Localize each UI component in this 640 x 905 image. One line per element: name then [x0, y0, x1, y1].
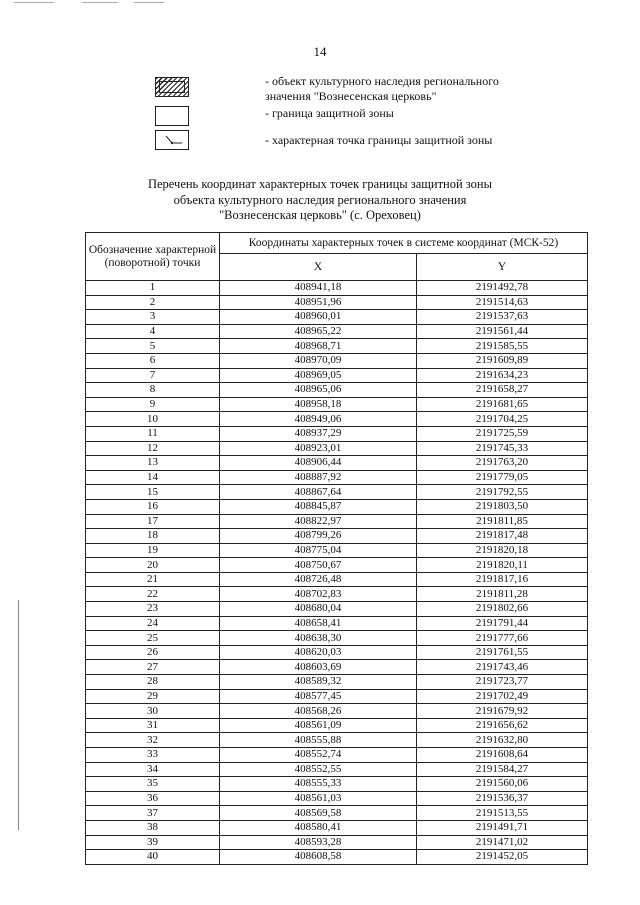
- point-number-cell: 36: [86, 791, 220, 806]
- x-coordinate-cell: 408867,64: [220, 485, 417, 500]
- x-coordinate-cell: 408555,88: [220, 733, 417, 748]
- point-number-cell: 10: [86, 412, 220, 427]
- point-number-cell: 38: [86, 820, 220, 835]
- point-number-cell: 21: [86, 572, 220, 587]
- x-coordinate-cell: 408965,06: [220, 383, 417, 398]
- table-row: [86, 660, 588, 675]
- table-row: [86, 514, 588, 529]
- empty-rectangle-icon: [155, 106, 189, 126]
- x-coordinate-cell: 408555,33: [220, 777, 417, 792]
- table-row: [86, 718, 588, 733]
- table-row: [86, 572, 588, 587]
- y-coordinate-cell: 2191681,65: [417, 397, 588, 412]
- x-coordinate-cell: 408951,96: [220, 295, 417, 310]
- y-coordinate-cell: 2191792,55: [417, 485, 588, 500]
- header-x: X: [220, 254, 417, 281]
- point-number-cell: 34: [86, 762, 220, 777]
- x-coordinate-cell: 408969,05: [220, 368, 417, 383]
- y-coordinate-cell: 2191560,06: [417, 777, 588, 792]
- point-number-cell: 18: [86, 529, 220, 544]
- legend-text-line: - объект культурного наследия регионального: [265, 74, 499, 88]
- table-row: [86, 295, 588, 310]
- table-row: [86, 587, 588, 602]
- x-coordinate-cell: 408680,04: [220, 602, 417, 617]
- point-number-cell: 1: [86, 281, 220, 296]
- x-coordinate-cell: 408603,69: [220, 660, 417, 675]
- y-coordinate-cell: 2191745,33: [417, 441, 588, 456]
- y-coordinate-cell: 2191491,71: [417, 820, 588, 835]
- table-row: [86, 383, 588, 398]
- x-coordinate-cell: 408589,32: [220, 675, 417, 690]
- x-coordinate-cell: 408965,22: [220, 324, 417, 339]
- x-coordinate-cell: 408906,44: [220, 456, 417, 471]
- point-number-cell: 20: [86, 558, 220, 573]
- table-row: [86, 368, 588, 383]
- table-row: [86, 558, 588, 573]
- hatched-rectangle-icon: [155, 77, 189, 97]
- point-number-cell: 19: [86, 543, 220, 558]
- y-coordinate-cell: 2191658,27: [417, 383, 588, 398]
- x-coordinate-cell: 408887,92: [220, 470, 417, 485]
- point-number-cell: 32: [86, 733, 220, 748]
- y-coordinate-cell: 2191802,66: [417, 602, 588, 617]
- point-number-cell: 26: [86, 645, 220, 660]
- x-coordinate-cell: 408968,71: [220, 339, 417, 354]
- scan-artifact-marks: [14, 2, 214, 5]
- y-coordinate-cell: 2191537,63: [417, 310, 588, 325]
- table-row: [86, 281, 588, 296]
- table-row: [86, 324, 588, 339]
- coordinates-table: [85, 232, 588, 865]
- point-number-cell: 15: [86, 485, 220, 500]
- table-row: [86, 441, 588, 456]
- table-row: [86, 645, 588, 660]
- x-coordinate-cell: 408577,45: [220, 689, 417, 704]
- legend-item-boundary: [155, 104, 575, 128]
- table-body: [86, 281, 588, 865]
- y-coordinate-cell: 2191704,25: [417, 412, 588, 427]
- y-coordinate-cell: 2191452,05: [417, 850, 588, 865]
- x-coordinate-cell: 408822,97: [220, 514, 417, 529]
- point-number-cell: 3: [86, 310, 220, 325]
- point-number-cell: 25: [86, 631, 220, 646]
- table-row: [86, 733, 588, 748]
- y-coordinate-cell: 2191514,63: [417, 295, 588, 310]
- point-number-cell: 39: [86, 835, 220, 850]
- title-line: Перечень координат характерных точек границы защитной зоны: [147, 177, 493, 191]
- boundary-point-icon: [155, 130, 189, 150]
- x-coordinate-cell: 408958,18: [220, 397, 417, 412]
- point-number-cell: 7: [86, 368, 220, 383]
- point-number-cell: 11: [86, 426, 220, 441]
- x-coordinate-cell: 408937,29: [220, 426, 417, 441]
- x-coordinate-cell: 408561,03: [220, 791, 417, 806]
- legend-text-line: - характерная точка границы защитной зоны: [265, 133, 493, 147]
- scan-edge-line: [18, 600, 19, 830]
- point-number-cell: 40: [86, 850, 220, 865]
- x-coordinate-cell: 408949,06: [220, 412, 417, 427]
- title-line: "Вознесенская церковь" (с. Ореховец): [219, 208, 421, 222]
- y-coordinate-cell: 2191492,78: [417, 281, 588, 296]
- point-number-cell: 5: [86, 339, 220, 354]
- point-number-cell: 4: [86, 324, 220, 339]
- point-number-cell: 13: [86, 456, 220, 471]
- x-coordinate-cell: 408750,67: [220, 558, 417, 573]
- x-coordinate-cell: 408799,26: [220, 529, 417, 544]
- title-line: объекта культурного наследия регионального значения: [173, 192, 467, 207]
- y-coordinate-cell: 2191820,11: [417, 558, 588, 573]
- point-number-cell: 23: [86, 602, 220, 617]
- x-coordinate-cell: 408702,83: [220, 587, 417, 602]
- y-coordinate-cell: 2191725,59: [417, 426, 588, 441]
- table-row: [86, 616, 588, 631]
- x-coordinate-cell: 408960,01: [220, 310, 417, 325]
- y-coordinate-cell: 2191817,48: [417, 529, 588, 544]
- point-number-cell: 16: [86, 499, 220, 514]
- x-coordinate-cell: 408620,03: [220, 645, 417, 660]
- point-number-cell: 8: [86, 383, 220, 398]
- legend-text-line: - граница защитной зоны: [265, 106, 394, 120]
- y-coordinate-cell: 2191763,20: [417, 456, 588, 471]
- point-number-cell: 28: [86, 675, 220, 690]
- point-number-cell: 22: [86, 587, 220, 602]
- x-coordinate-cell: 408608,58: [220, 850, 417, 865]
- point-number-cell: 37: [86, 806, 220, 821]
- table-row: [86, 456, 588, 471]
- table-row: [86, 353, 588, 368]
- legend-text-line: значения "Вознесенская церковь": [265, 89, 437, 103]
- y-coordinate-cell: 2191585,55: [417, 339, 588, 354]
- table-title: [0, 177, 640, 224]
- point-number-cell: 30: [86, 704, 220, 719]
- y-coordinate-cell: 2191702,49: [417, 689, 588, 704]
- legend-item-boundary-point: [155, 128, 575, 152]
- y-coordinate-cell: 2191820,18: [417, 543, 588, 558]
- y-coordinate-cell: 2191513,55: [417, 806, 588, 821]
- y-coordinate-cell: 2191471,02: [417, 835, 588, 850]
- table-row: [86, 791, 588, 806]
- table-row: [86, 499, 588, 514]
- y-coordinate-cell: 2191811,28: [417, 587, 588, 602]
- y-coordinate-cell: 2191791,44: [417, 616, 588, 631]
- point-number-cell: 12: [86, 441, 220, 456]
- x-coordinate-cell: 408552,55: [220, 762, 417, 777]
- point-number-cell: 9: [86, 397, 220, 412]
- y-coordinate-cell: 2191779,05: [417, 470, 588, 485]
- y-coordinate-cell: 2191656,62: [417, 718, 588, 733]
- x-coordinate-cell: 408726,48: [220, 572, 417, 587]
- x-coordinate-cell: 408941,18: [220, 281, 417, 296]
- table-row: [86, 762, 588, 777]
- y-coordinate-cell: 2191761,55: [417, 645, 588, 660]
- y-coordinate-cell: 2191723,77: [417, 675, 588, 690]
- x-coordinate-cell: 408923,01: [220, 441, 417, 456]
- y-coordinate-cell: 2191803,50: [417, 499, 588, 514]
- y-coordinate-cell: 2191679,92: [417, 704, 588, 719]
- y-coordinate-cell: 2191811,85: [417, 514, 588, 529]
- point-number-cell: 31: [86, 718, 220, 733]
- y-coordinate-cell: 2191817,16: [417, 572, 588, 587]
- point-number-cell: 17: [86, 514, 220, 529]
- y-coordinate-cell: 2191632,80: [417, 733, 588, 748]
- table-row: [86, 485, 588, 500]
- x-coordinate-cell: 408593,28: [220, 835, 417, 850]
- table-row: [86, 397, 588, 412]
- y-coordinate-cell: 2191561,44: [417, 324, 588, 339]
- y-coordinate-cell: 2191536,37: [417, 791, 588, 806]
- point-number-cell: 33: [86, 748, 220, 763]
- table-row: [86, 529, 588, 544]
- point-number-cell: 35: [86, 777, 220, 792]
- y-coordinate-cell: 2191777,66: [417, 631, 588, 646]
- x-coordinate-cell: 408561,09: [220, 718, 417, 733]
- y-coordinate-cell: 2191743,46: [417, 660, 588, 675]
- header-y: Y: [417, 254, 588, 281]
- table-row: [86, 675, 588, 690]
- header-coordinates-group: Координаты характерных точек в системе координат (МСК-52): [220, 233, 588, 254]
- point-number-cell: 27: [86, 660, 220, 675]
- x-coordinate-cell: 408845,87: [220, 499, 417, 514]
- table-row: [86, 310, 588, 325]
- table-row: [86, 820, 588, 835]
- y-coordinate-cell: 2191608,64: [417, 748, 588, 763]
- x-coordinate-cell: 408775,04: [220, 543, 417, 558]
- point-number-cell: 24: [86, 616, 220, 631]
- table-row: [86, 777, 588, 792]
- x-coordinate-cell: 408569,58: [220, 806, 417, 821]
- x-coordinate-cell: 408580,41: [220, 820, 417, 835]
- y-coordinate-cell: 2191609,89: [417, 353, 588, 368]
- table-row: [86, 339, 588, 354]
- table-row: [86, 426, 588, 441]
- x-coordinate-cell: 408568,26: [220, 704, 417, 719]
- x-coordinate-cell: 408552,74: [220, 748, 417, 763]
- table-row: [86, 850, 588, 865]
- table-row: [86, 748, 588, 763]
- y-coordinate-cell: 2191634,23: [417, 368, 588, 383]
- point-number-cell: 29: [86, 689, 220, 704]
- x-coordinate-cell: 408970,09: [220, 353, 417, 368]
- table-row: [86, 835, 588, 850]
- x-coordinate-cell: 408638,30: [220, 631, 417, 646]
- point-number-cell: 2: [86, 295, 220, 310]
- table-row: [86, 806, 588, 821]
- table-row: [86, 412, 588, 427]
- point-number-cell: 14: [86, 470, 220, 485]
- table-row: [86, 631, 588, 646]
- table-row: [86, 470, 588, 485]
- point-number-cell: 6: [86, 353, 220, 368]
- y-coordinate-cell: 2191584,27: [417, 762, 588, 777]
- table-row: [86, 704, 588, 719]
- page-number: 14: [313, 44, 327, 59]
- table-row: [86, 689, 588, 704]
- header-point-designation: Обозначение характерной (поворотной) точки: [86, 233, 220, 281]
- x-coordinate-cell: 408658,41: [220, 616, 417, 631]
- table-row: [86, 602, 588, 617]
- table-row: [86, 543, 588, 558]
